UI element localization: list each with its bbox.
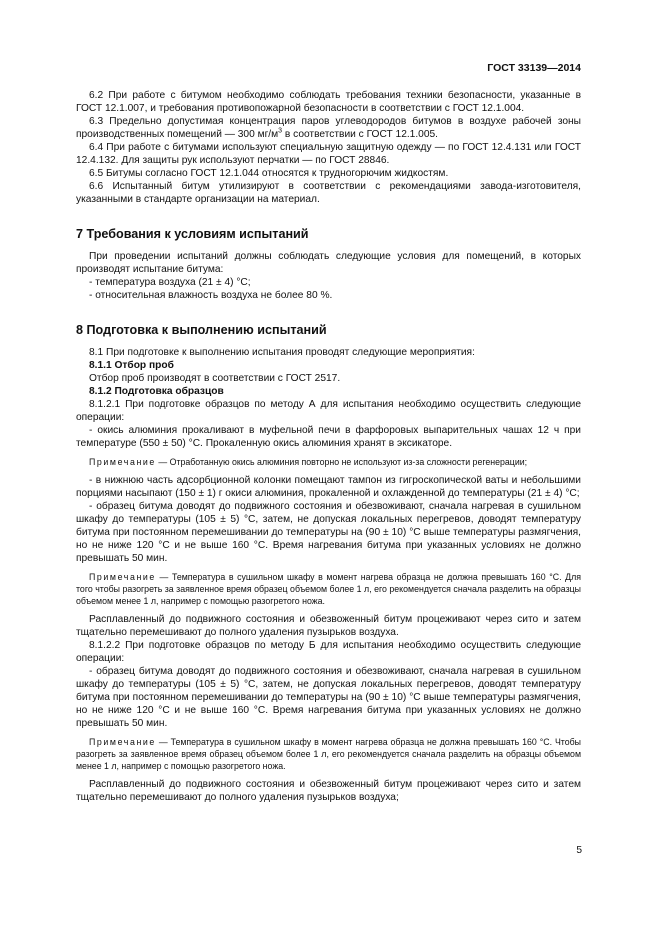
note-2-text: — Температура в сушильном шкафу в момент нагрева образца не должна превышать 160 °С. Для того чтобы разогреть за заявленное время образец объемом более 1 л, его рекомендуется сначала разделить на образцы объемом менее 1 л, например с помощью разогретого ножа. — [76, 572, 581, 606]
note-label: Примечание — [89, 737, 156, 747]
method-a-item-1: - окись алюминия прокаливают в муфельной печи в фарфоровых выпарительных чашах 12 ч при температуре (550 ± 50) °С. Прокаленную окись алюминия хранят в эксикаторе. — [76, 425, 581, 449]
note-2 — [76, 571, 581, 607]
method-a-item-3: - образец битума доводят до подвижного состояния и обезвоживают, сначала нагревая в сушильном шкафу до температуры (105 ± 5) °С, затем, не допуская локальных перегревов, доводят температуру битума при постоянном перемешивании до температуры на (90 ± 10) °С выше температуры размягчения, но не ниже 120 °С и не выше 160 °С. Время нагревания битума при указанных условиях не должно превышать 50 мин. — [76, 501, 581, 564]
list-item-temperature: - температура воздуха (21 ± 4) °С; — [89, 277, 251, 288]
note-1 — [76, 456, 581, 468]
note-label: Примечание — [89, 572, 156, 582]
spacer — [76, 241, 581, 250]
section-8-heading: 8 Подготовка к выполнению испытаний — [76, 323, 327, 337]
subheading-8-1-1: 8.1.1 Отбор проб — [89, 360, 174, 371]
method-b-item-1: - образец битума доводят до подвижного состояния и обезвоживают, сначала нагревая в сушильном шкафу до температуры (105 ± 5) °С, затем, не допуская локальных перегревов, доводят температуру битума при постоянном перемешивании до температуры на (90 ± 10) °С выше температуры размягчения, но не ниже 120 °С и не выше 160 °С. Время нагревания битума при указанных условиях не должно превышать 50 мин. — [76, 666, 581, 729]
method-a-item-2: - в нижнюю часть адсорбционной колонки помещают тампон из гигроскопической ваты и небольшими порциями насыпают (150 ± 1) г окиси алюминия, прокаленной и охлажденной до температуры (21 ± 4) °С; — [76, 475, 581, 499]
note-1-text: — Отработанную окись алюминия повторно не используют из-за сложности регенерации; — [155, 457, 528, 467]
note-label: Примечание — [89, 457, 156, 467]
subheading-8-1-2: 8.1.2 Подготовка образцов — [89, 386, 224, 397]
paragraph-6-5: 6.5 Битумы согласно ГОСТ 12.1.044 относятся к трудногорючим жидкостям. — [89, 168, 449, 179]
method-a-after: Расплавленный до подвижного состояния и обезвоженный битум процеживают через сито и затем тщательно перемешивают до полного удаления пузырьков воздуха. — [76, 614, 581, 638]
paragraph-8-1-1: Отбор проб производят в соответствии с ГОСТ 2517. — [89, 373, 341, 384]
spacer — [76, 206, 581, 228]
paragraph-6-3-text: 6.3 Предельно допустимая концентрация паров углеводородов битумов в воздухе рабочей зоны производственных помещений — 300 мг/м — [76, 116, 581, 140]
document-code-header: ГОСТ 33139—2014 — [487, 62, 581, 74]
paragraph-8-1-2-1: 8.1.2.1 При подготовке образцов по методу А для испытания необходимо осуществить следующие операции: — [76, 399, 581, 423]
section-7-intro: При проведении испытаний должны соблюдать следующие условия для помещений, в которых производят испытание битума: — [76, 251, 581, 275]
list-item-humidity: - относительная влажность воздуха не более 80 %. — [89, 290, 333, 301]
method-b-after: Расплавленный до подвижного состояния и обезвоженный битум процеживают через сито и затем тщательно перемешивают до полного удаления пузырьков воздуха; — [76, 779, 581, 803]
note-3 — [76, 736, 581, 772]
paragraph-6-2: 6.2 При работе с битумом необходимо соблюдать требования техники безопасности, указанные в ГОСТ 12.1.007, и требования противопожарной безопасности в соответствии с ГОСТ 12.1.004. — [76, 90, 581, 114]
paragraph-8-1: 8.1 При подготовке к выполнению испытания проводят следующие мероприятия: — [89, 347, 475, 358]
page-number: 5 — [576, 845, 582, 856]
page-content — [76, 89, 581, 804]
superscript-3: 3 — [278, 127, 283, 135]
spacer — [76, 337, 581, 346]
paragraph-6-4: 6.4 При работе с битумами используют специальную защитную одежду — по ГОСТ 12.4.131 или ГОСТ 12.4.132. Для защиты рук используют перчатки — по ГОСТ 28846. — [76, 142, 581, 166]
spacer — [76, 302, 581, 324]
paragraph-8-1-2-2: 8.1.2.2 При подготовке образцов по методу Б для испытания необходимо осуществить следующие операции: — [76, 640, 581, 664]
paragraph-6-6: 6.6 Испытанный битум утилизируют в соответствии с рекомендациями завода-изготовителя, указанными в стандарте организации на материал. — [76, 181, 581, 205]
section-7-heading: 7 Требования к условиям испытаний — [76, 227, 309, 241]
paragraph-6-3 — [76, 115, 581, 141]
paragraph-6-3-tail: в соответствии с ГОСТ 12.1.005. — [282, 129, 439, 140]
note-3-text: — Температура в сушильном шкафу в момент нагрева образца не должна превышать 160 °С. Чтобы разогреть за заявленное время образец объемом более 1 л, его рекомендуется сначала разделить на образцы объемом менее 1 л, например с помощью разогретого ножа. — [76, 737, 581, 771]
